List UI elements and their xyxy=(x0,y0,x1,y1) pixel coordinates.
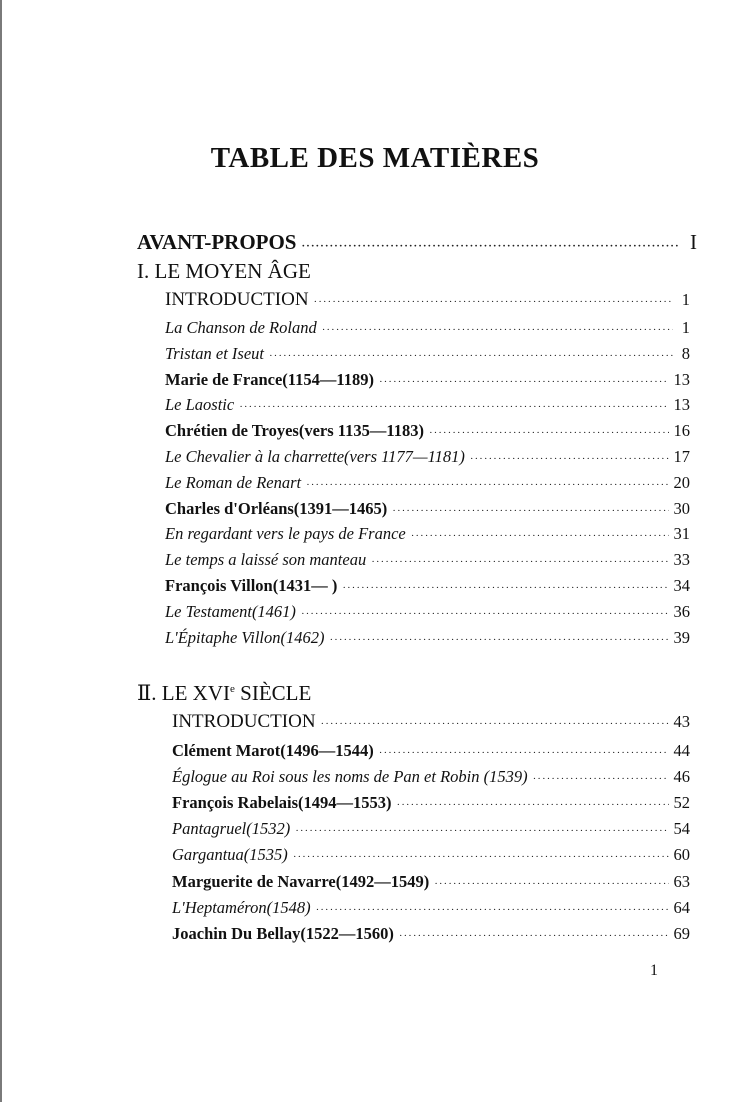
toc-entry-label: Chrétien de Troyes(vers 1135—1183) xyxy=(165,421,424,441)
toc-label: INTRODUCTION xyxy=(172,711,316,732)
toc-page-number: 31 xyxy=(673,524,690,544)
dot-leader xyxy=(470,453,669,465)
dot-leader xyxy=(392,505,668,517)
toc-page-number: 36 xyxy=(673,601,690,621)
toc-label: AVANT-PROPOS xyxy=(137,230,297,254)
dot-leader xyxy=(302,240,681,252)
section-title: LE MOYEN ÂGE xyxy=(154,259,311,283)
toc-page-number: 34 xyxy=(673,576,690,595)
dot-leader xyxy=(239,401,668,413)
dot-leader xyxy=(321,718,669,730)
toc-entry[interactable] xyxy=(172,924,690,944)
toc-entry-label: Charles d'Orléans(1391—1465) xyxy=(165,498,388,518)
toc-entry[interactable] xyxy=(165,550,690,570)
section-heading-xvie-siecle xyxy=(137,681,311,706)
toc-entry-label: Joachin Du Bellay(1522—1560) xyxy=(172,923,394,943)
toc-entry[interactable] xyxy=(165,576,690,596)
toc-page-number: 44 xyxy=(673,741,690,760)
toc-entry-label: Gargantua(1535) xyxy=(172,845,288,865)
toc-introduction-xvie[interactable] xyxy=(172,711,690,733)
toc-entry-label: Clément Marot(1496—1544) xyxy=(172,741,374,760)
toc-entry[interactable] xyxy=(165,628,690,648)
section-numeral: I. xyxy=(137,259,150,283)
toc-page-number: 13 xyxy=(673,395,690,415)
toc-entry-label: En regardant vers le pays de France xyxy=(165,524,406,544)
dot-leader xyxy=(269,350,673,362)
toc-entry[interactable] xyxy=(165,395,690,415)
dot-leader xyxy=(397,799,669,811)
toc-page-number: 64 xyxy=(673,897,690,917)
toc-page-number: 8 xyxy=(681,343,690,363)
toc-entry-label: Le Testament(1461) xyxy=(165,601,296,621)
toc-introduction-moyen-age[interactable] xyxy=(165,289,690,311)
toc-entry[interactable] xyxy=(165,499,690,519)
dot-leader xyxy=(322,324,673,336)
toc-entry[interactable] xyxy=(165,318,690,338)
toc-entry[interactable] xyxy=(165,344,690,364)
dot-leader xyxy=(342,582,668,594)
toc-entry[interactable] xyxy=(172,845,690,865)
toc-page-number: 60 xyxy=(673,845,690,865)
toc-page-number: 46 xyxy=(673,767,690,787)
dot-leader xyxy=(411,530,669,542)
dot-leader xyxy=(399,930,669,942)
toc-entry-label: La Chanson de Roland xyxy=(165,318,317,337)
toc-page-number: 33 xyxy=(673,550,690,570)
toc-page-number: 1 xyxy=(681,290,690,309)
dot-leader xyxy=(371,556,668,568)
toc-label: INTRODUCTION xyxy=(165,289,309,310)
toc-entry[interactable] xyxy=(172,872,690,892)
toc-entry-label: Tristan et Iseut xyxy=(165,343,265,363)
toc-entry[interactable] xyxy=(172,767,690,787)
section-title-tail: SIÈCLE xyxy=(234,681,312,705)
dot-leader xyxy=(293,851,669,863)
toc-entry[interactable] xyxy=(172,741,690,761)
toc-entry[interactable] xyxy=(165,447,690,467)
dot-leader xyxy=(306,479,668,491)
toc-page-number: 20 xyxy=(673,472,690,492)
dot-leader xyxy=(301,608,669,620)
toc-entry-label: Marguerite de Navarre(1492—1549) xyxy=(172,871,430,891)
toc-entry-label: François Villon(1431— ) xyxy=(165,576,338,595)
dot-leader xyxy=(330,634,669,646)
dot-leader xyxy=(429,427,669,439)
section-heading-moyen-age xyxy=(137,259,311,284)
dot-leader xyxy=(379,376,669,388)
toc-entry[interactable] xyxy=(172,793,690,813)
toc-entry-label: L'Épitaphe Villon(1462) xyxy=(165,627,325,647)
toc-entry[interactable] xyxy=(165,421,690,441)
toc-page-number: 1 xyxy=(681,318,690,337)
toc-entry[interactable] xyxy=(165,524,690,544)
toc-page-number: 43 xyxy=(673,712,690,731)
dot-leader xyxy=(316,904,669,916)
toc-entry[interactable] xyxy=(172,819,690,839)
toc-entry-label: Le Laostic xyxy=(165,395,235,415)
toc-entry-label: Le temps a laissé son manteau xyxy=(165,550,367,570)
toc-entry-label: L'Heptaméron(1548) xyxy=(172,897,311,917)
page-title: TABLE DES MATIÈRES xyxy=(210,142,540,174)
toc-entry[interactable] xyxy=(165,602,690,622)
section-title-sup: e xyxy=(230,683,235,695)
toc-entry-label: Marie de France(1154—1189) xyxy=(165,369,374,389)
toc-page-number: 54 xyxy=(673,819,690,839)
toc-entry-label: Pantagruel(1532) xyxy=(172,819,291,839)
toc-entry[interactable] xyxy=(165,473,690,493)
toc-page-number: 63 xyxy=(673,871,690,891)
toc-page-number: 39 xyxy=(673,627,690,647)
dot-leader xyxy=(434,878,668,890)
toc-page-number: 30 xyxy=(673,498,690,518)
dot-leader xyxy=(379,747,669,759)
section-title: LE XVI xyxy=(161,681,231,705)
toc-page-number: 16 xyxy=(673,421,690,441)
toc-entry[interactable] xyxy=(165,370,690,390)
toc-entry-label: Églogue au Roi sous les noms de Pan et Robin (1539) xyxy=(172,767,528,787)
toc-avant-propos[interactable] xyxy=(137,230,697,255)
toc-page-number: I xyxy=(690,230,697,254)
dot-leader xyxy=(314,296,673,308)
section-numeral: Ⅱ. xyxy=(137,681,157,705)
toc-page-number: 69 xyxy=(673,923,690,943)
toc-entry[interactable] xyxy=(172,898,690,918)
toc-entry-label: François Rabelais(1494—1553) xyxy=(172,793,392,813)
toc-page-number: 13 xyxy=(673,369,690,389)
dot-leader xyxy=(533,773,669,785)
toc-entry-label: Le Roman de Renart xyxy=(165,472,302,492)
footer-page-number: 1 xyxy=(650,962,658,979)
toc-page-number: 52 xyxy=(673,793,690,813)
toc-page-number: 17 xyxy=(673,447,690,466)
dot-leader xyxy=(295,825,668,837)
toc-entry-label: Le Chevalier à la charrette(vers 1177—1181) xyxy=(165,447,465,466)
